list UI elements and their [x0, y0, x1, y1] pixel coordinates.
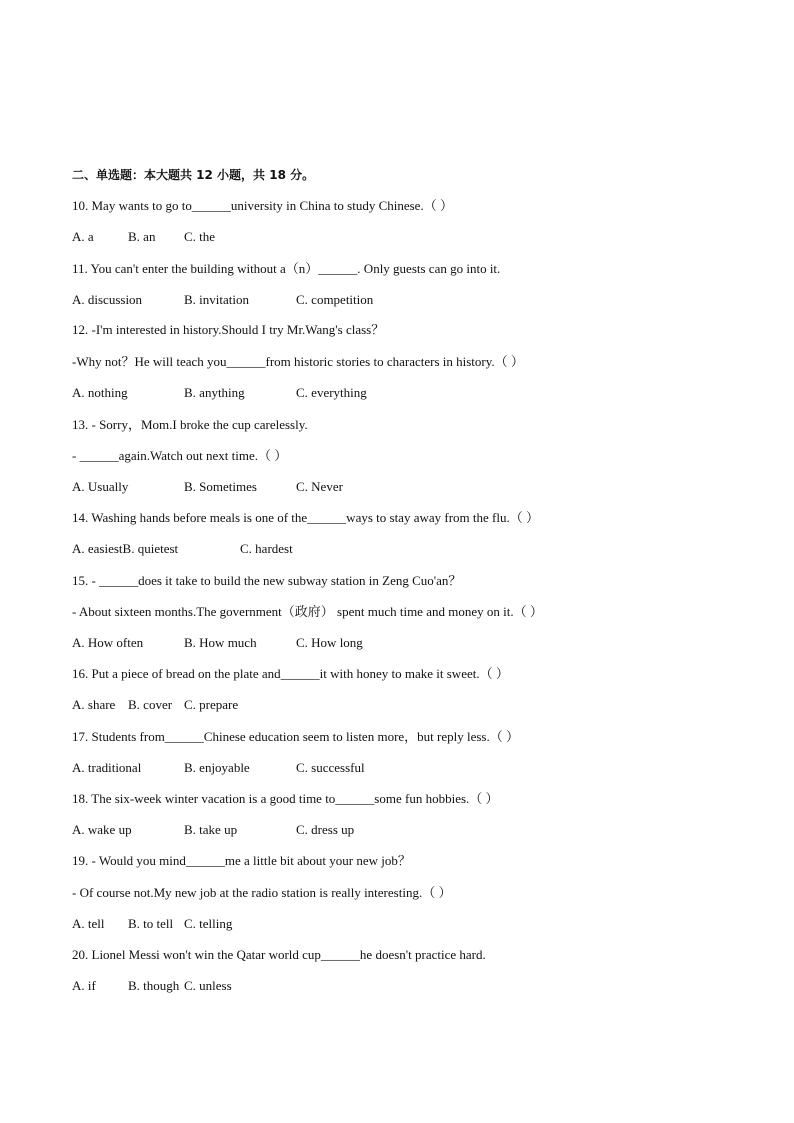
q13-option-a: A. Usually	[72, 479, 129, 494]
question-13-text-2: - ______again.Watch out next time.（ ）	[72, 448, 288, 463]
q14-option-c: C. hardest	[240, 541, 293, 556]
q20-option-b: B. though	[128, 978, 180, 993]
question-12-text-2: -Why not？He will teach you______from historic stories to characters in history.（ ）	[72, 354, 524, 369]
q17-option-a: A. traditional	[72, 760, 142, 775]
q19-option-a: A. tell	[72, 916, 105, 931]
question-17-text: 17. Students from______Chinese education seem to listen more，but reply less.（ ）	[72, 729, 519, 744]
q15-option-a: A. How often	[72, 635, 144, 650]
q15-option-c: C. How long	[296, 635, 363, 650]
q12-option-a: A. nothing	[72, 385, 128, 400]
question-16-text: 16. Put a piece of bread on the plate and______it with honey to make it sweet.（ ）	[72, 666, 509, 681]
q10-option-a: A. a	[72, 229, 94, 244]
section-heading: 二、单选题：本大题共 12 小题，共 18 分。	[72, 168, 315, 182]
question-19-text-2: - Of course not.My new job at the radio station is really interesting.（ ）	[72, 885, 452, 900]
q10-option-b: B. an	[128, 229, 156, 244]
question-15-text-1: 15. - ______does it take to build the new subway station in Zeng Cuo'an？	[72, 573, 462, 588]
q12-option-c: C. everything	[296, 385, 367, 400]
q11-option-c: C. competition	[296, 292, 374, 307]
question-13-text-1: 13. - Sorry，Mom.I broke the cup carelessly.	[72, 417, 308, 432]
q10-option-c: C. the	[184, 229, 216, 244]
q16-option-c: C. prepare	[184, 697, 239, 712]
question-19-text-1: 19. - Would you mind______me a little bit about your new job？	[72, 853, 411, 868]
question-11-text: 11. You can't enter the building without a（n）______. Only guests can go into it.	[72, 261, 501, 276]
question-10-text: 10. May wants to go to______university in China to study Chinese.（ ）	[72, 198, 453, 213]
q14-option-a-b: A. easiestB. quietest	[72, 541, 179, 556]
q16-option-b: B. cover	[128, 697, 173, 712]
question-18-text: 18. The six-week winter vacation is a good time to______some fun hobbies.（ ）	[72, 791, 499, 806]
q20-option-a: A. if	[72, 978, 96, 993]
q13-option-c: C. Never	[296, 479, 343, 494]
q19-option-b: B. to tell	[128, 916, 174, 931]
q17-option-c: C. successful	[296, 760, 365, 775]
q19-option-c: C. telling	[184, 916, 233, 931]
question-15-text-2: - About sixteen months.The government（政府） spent much time and money on it.（ ）	[72, 604, 543, 619]
q17-option-b: B. enjoyable	[184, 760, 250, 775]
question-12-text-1: 12. -I'm interested in history.Should I try Mr.Wang's class？	[72, 322, 385, 337]
question-14-text: 14. Washing hands before meals is one of the______ways to stay away from the flu.（ ）	[72, 510, 539, 525]
question-20-text: 20. Lionel Messi won't win the Qatar world cup______he doesn't practice hard.	[72, 947, 486, 962]
q18-option-b: B. take up	[184, 822, 238, 837]
q15-option-b: B. How much	[184, 635, 257, 650]
q12-option-b: B. anything	[184, 385, 245, 400]
q13-option-b: B. Sometimes	[184, 479, 257, 494]
q18-option-a: A. wake up	[72, 822, 132, 837]
q11-option-a: A. discussion	[72, 292, 143, 307]
q20-option-c: C. unless	[184, 978, 232, 993]
q18-option-c: C. dress up	[296, 822, 355, 837]
q16-option-a: A. share	[72, 697, 116, 712]
q11-option-b: B. invitation	[184, 292, 249, 307]
